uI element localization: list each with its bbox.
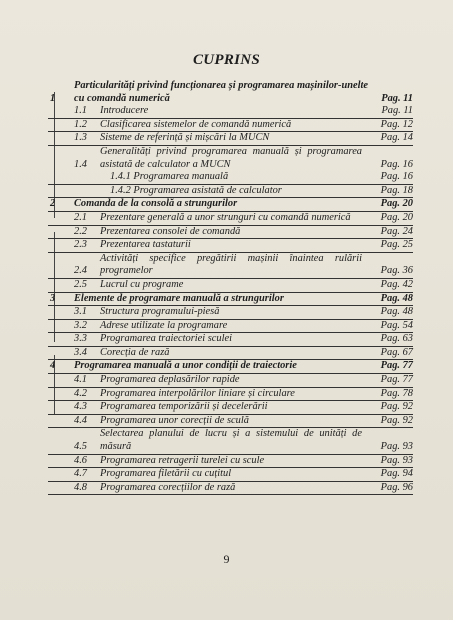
entry-page: Pag. 92	[380, 401, 413, 413]
toc-section-entry	[48, 171, 413, 185]
entry-number: 4.1	[74, 374, 87, 386]
entry-title: Prezentarea consolei de comandă	[100, 225, 241, 237]
entry-number: 1	[50, 92, 56, 104]
entry-page: Pag. 96	[380, 481, 413, 493]
toc-section-entry	[48, 279, 413, 293]
entry-number: 2	[50, 198, 56, 210]
entry-title: Programarea unor corecții de sculă	[100, 414, 249, 426]
toc-section-entry	[48, 253, 413, 279]
toc-section-entry	[48, 333, 413, 347]
entry-page: Pag. 67	[380, 346, 413, 358]
entry-number: 3.1	[74, 306, 87, 318]
toc-section-entry	[48, 415, 413, 429]
entry-page: Pag. 16	[380, 158, 413, 170]
entry-title: Structura programului-piesă	[100, 306, 220, 318]
entry-page: Pag. 16	[380, 171, 413, 183]
entry-title: Programarea traiectoriei sculei	[100, 333, 232, 345]
entry-page: Pag. 48	[380, 306, 413, 318]
entry-page: Pag. 78	[380, 387, 413, 399]
page-title: CUPRINS	[192, 52, 261, 68]
entry-number: 4.2	[74, 387, 87, 399]
entry-title: Comanda de la consolă a strungurilor	[74, 198, 238, 210]
toc-section-entry	[48, 185, 413, 199]
entry-page: Pag. 93	[380, 454, 413, 466]
entry-page: Pag. 77	[380, 360, 413, 372]
entry-title: Programarea manuală a unor condiții de traiectorie	[74, 360, 297, 372]
entry-number: 2.2	[74, 225, 87, 237]
entry-number: 2.1	[74, 211, 87, 223]
toc-section-entry	[48, 306, 413, 320]
toc-section-entry	[48, 347, 413, 361]
entry-title: Introducere	[100, 105, 149, 117]
entry-page: Pag. 93	[380, 441, 413, 453]
entry-title: Adrese utilizate la programare	[100, 319, 228, 331]
entry-title: Corecția de rază	[100, 346, 170, 358]
entry-number: 4.4	[74, 414, 87, 426]
entry-title: Particularități privind funcționarea și programarea mașinilor-unelte cu comandă numerică	[74, 80, 368, 104]
entry-page: Pag. 14	[380, 132, 413, 144]
toc-chapter-entry	[48, 80, 413, 105]
entry-page: Pag. 63	[380, 333, 413, 345]
entry-number: 3.3	[74, 333, 87, 345]
entry-title: Programarea interpolărilor liniare și circulare	[100, 387, 295, 399]
entry-page: Pag. 20	[380, 211, 413, 223]
entry-title: Clasificarea sistemelor de comandă numerică	[100, 118, 292, 130]
table-of-contents	[48, 80, 413, 495]
entry-title: Prezentare generală a unor strunguri cu comandă numerică	[100, 211, 351, 223]
entry-number: 4.3	[74, 401, 87, 413]
entry-number: 3.4	[74, 346, 87, 358]
toc-section-entry	[48, 468, 413, 482]
entry-page: Pag. 77	[380, 374, 413, 386]
toc-section-entry	[48, 482, 413, 496]
entry-title: Generalități privind programarea manuală și programarea asistată de calculator a MUCN	[100, 145, 362, 170]
page-number: 9	[223, 552, 230, 566]
toc-section-entry	[48, 401, 413, 415]
entry-title: Elemente de programare manuală a strungurilor	[74, 292, 284, 304]
entry-title: Programarea corecțiilor de rază	[100, 481, 236, 493]
toc-section-entry	[48, 374, 413, 388]
entry-number: 1.1	[74, 105, 87, 117]
entry-page: Pag. 92	[380, 414, 413, 426]
toc-section-entry	[48, 226, 413, 240]
entry-page: Pag. 48	[380, 292, 413, 304]
entry-page: Pag. 36	[380, 265, 413, 277]
entry-page: Pag. 11	[381, 92, 413, 104]
toc-chapter-entry	[48, 360, 413, 374]
entry-number: 1.3	[74, 132, 87, 144]
entry-page: Pag. 24	[380, 225, 413, 237]
entry-title: Programarea filetării cu cuțitul	[100, 468, 232, 480]
toc-section-entry	[48, 146, 413, 171]
entry-page: Pag. 94	[380, 468, 413, 480]
entry-page: Pag. 25	[380, 239, 413, 251]
toc-chapter-entry	[48, 198, 413, 212]
entry-number: 4.8	[74, 481, 87, 493]
entry-number: 1.2	[74, 118, 87, 130]
entry-page: Pag. 18	[380, 184, 413, 196]
entry-number: 2.3	[74, 239, 87, 251]
entry-title: Prezentarea tastaturii	[100, 239, 191, 251]
entry-title: Programarea temporizării și decelerării	[100, 401, 268, 413]
entry-title: Sisteme de referință și mișcări la MUCN	[100, 132, 270, 144]
toc-section-entry	[48, 320, 413, 334]
entry-number: 4.5	[74, 441, 87, 453]
entry-title: Programarea deplasărilor rapide	[100, 374, 240, 386]
entry-number: 4.6	[74, 454, 87, 466]
toc-chapter-entry	[48, 293, 413, 307]
entry-title: 1.4.2 Programarea asistată de calculator	[110, 184, 282, 196]
entry-page: Pag. 12	[380, 118, 413, 130]
toc-section-entry	[48, 119, 413, 133]
entry-number: 4.7	[74, 468, 87, 480]
toc-section-entry	[48, 105, 413, 119]
toc-section-entry	[48, 132, 413, 146]
entry-title: Activități specifice pregătirii mașinii înaintea rulării programelor	[100, 252, 362, 277]
entry-number: 4	[50, 360, 56, 372]
toc-section-entry	[48, 239, 413, 253]
toc-section-entry	[48, 428, 413, 454]
entry-page: Pag. 20	[380, 198, 413, 210]
entry-title: Selectarea planului de lucru și a sistemului de unități de măsură	[100, 428, 362, 453]
toc-section-entry	[48, 388, 413, 402]
entry-number: 3	[50, 292, 56, 304]
entry-number: 2.5	[74, 278, 87, 290]
entry-number: 3.2	[74, 319, 87, 331]
toc-section-entry	[48, 212, 413, 226]
entry-title: Lucrul cu programe	[100, 278, 184, 290]
entry-title: 1.4.1 Programarea manuală	[110, 171, 229, 183]
entry-number: 2.4	[74, 265, 87, 277]
entry-page: Pag. 11	[381, 105, 413, 117]
entry-title: Programarea retragerii turelei cu scule	[100, 454, 265, 466]
entry-page: Pag. 54	[380, 319, 413, 331]
toc-section-entry	[48, 455, 413, 469]
entry-page: Pag. 42	[380, 278, 413, 290]
entry-number: 1.4	[74, 158, 87, 170]
